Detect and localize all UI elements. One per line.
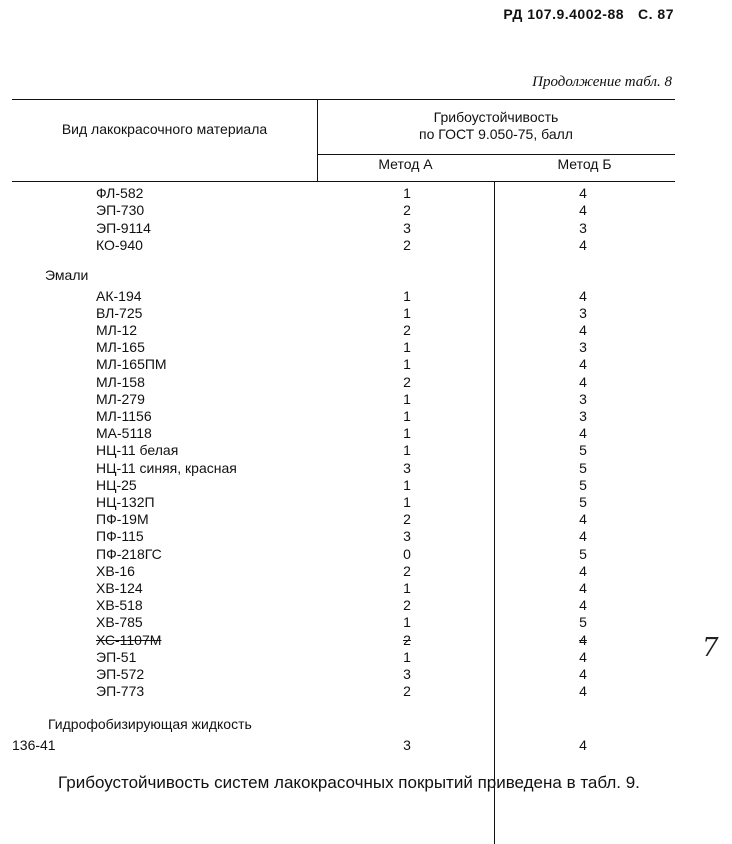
table-continuation-label: Продолжение табл. 8 xyxy=(532,74,672,90)
table-row xyxy=(12,597,675,614)
table-row xyxy=(12,580,675,597)
table-row xyxy=(12,614,675,631)
header-bottom-rule xyxy=(12,181,675,182)
table-row xyxy=(12,425,675,442)
material-name: МЛ-279 xyxy=(96,390,145,407)
method-b-value: 3 xyxy=(579,219,587,236)
material-name: АК-194 xyxy=(96,287,142,304)
method-b-value: 3 xyxy=(579,390,587,407)
method-rule xyxy=(317,154,675,155)
column-header-method-a: Метод А xyxy=(378,156,433,172)
material-name: ЭП-9114 xyxy=(96,219,151,236)
material-name: НЦ-11 синяя, красная xyxy=(96,459,237,476)
method-a-value: 3 xyxy=(403,666,411,682)
method-a-value: 1 xyxy=(403,648,411,665)
column-header-fungi-resistance xyxy=(317,109,675,143)
material-name: НЦ-132П xyxy=(96,494,155,510)
material-name: МЛ-158 xyxy=(96,373,145,390)
material-name: ЭП-730 xyxy=(96,202,145,219)
table-row xyxy=(12,220,675,237)
method-a-value: 2 xyxy=(403,683,411,700)
material-name: ХВ-124 xyxy=(96,580,143,596)
material-name: ПФ-19М xyxy=(96,511,149,528)
table-row xyxy=(12,202,675,219)
material-name: МА-5118 xyxy=(96,425,152,442)
method-b-value: 5 xyxy=(579,614,587,631)
method-a-value: 1 xyxy=(403,287,411,304)
method-b-value: 4 xyxy=(579,631,587,648)
method-a-value: 3 xyxy=(403,528,411,545)
method-a-value: 2 xyxy=(403,631,411,648)
method-a-value: 1 xyxy=(403,476,411,493)
material-name: КО-940 xyxy=(96,237,143,254)
method-a-value: 2 xyxy=(403,597,411,614)
method-b-value: 4 xyxy=(579,373,587,390)
method-a-value: 1 xyxy=(403,442,411,459)
method-a-value: 1 xyxy=(403,494,411,510)
method-a-value: 1 xyxy=(403,390,411,407)
method-a-value: 2 xyxy=(403,511,411,528)
table-row xyxy=(12,737,675,754)
method-b-value: 5 xyxy=(579,442,587,459)
method-b-value: 4 xyxy=(579,287,587,304)
column-header-material: Вид лакокрасочного материала xyxy=(61,121,268,137)
method-b-value: 5 xyxy=(579,494,587,510)
material-name: ЭП-773 xyxy=(96,683,145,700)
method-a-value: 2 xyxy=(403,373,411,390)
fungi-header-line2: по ГОСТ 9.050-75, балл xyxy=(419,126,573,142)
table-row xyxy=(12,511,675,528)
method-b-value: 4 xyxy=(579,683,587,700)
table-row xyxy=(12,460,675,477)
table-row xyxy=(12,237,675,254)
table-row xyxy=(12,408,675,425)
method-b-value: 4 xyxy=(579,322,587,338)
table-row xyxy=(12,494,675,511)
method-b-value: 4 xyxy=(579,356,587,373)
table-row xyxy=(12,683,675,700)
method-a-value: 3 xyxy=(403,219,411,236)
method-b-value: 4 xyxy=(579,648,587,665)
table-row xyxy=(12,374,675,391)
fungi-header-line1: Грибоустойчивость xyxy=(433,109,559,125)
method-b-value: 4 xyxy=(579,202,587,219)
material-name: ЭП-572 xyxy=(96,666,145,682)
method-a-value: 3 xyxy=(403,459,411,476)
material-name: ХВ-785 xyxy=(96,614,143,631)
method-b-value: 5 xyxy=(579,459,587,476)
material-name: МЛ-165ПМ xyxy=(96,356,167,373)
method-a-value: 2 xyxy=(403,562,411,579)
method-b-value: 5 xyxy=(579,476,587,493)
column-header-method-b: Метод Б xyxy=(557,156,612,172)
table-row xyxy=(12,356,675,373)
material-name: НЦ-11 белая xyxy=(96,442,179,459)
material-name: ХВ-16 xyxy=(96,562,135,579)
method-a-value: 2 xyxy=(403,322,411,338)
material-name: МЛ-12 xyxy=(96,322,138,338)
method-a-value: 2 xyxy=(403,202,411,219)
footer-paragraph: Грибоустойчивость систем лакокрасочных покрытий приведена в табл. 9. xyxy=(58,773,640,792)
table-row xyxy=(12,477,675,494)
method-a-value: 1 xyxy=(403,304,411,321)
material-name: ПФ-115 xyxy=(96,528,144,545)
method-b-value: 3 xyxy=(579,408,587,424)
table-row xyxy=(12,528,675,545)
table-row xyxy=(12,322,675,339)
method-b-value: 4 xyxy=(579,425,587,442)
table-row xyxy=(12,563,675,580)
method-b-value: 4 xyxy=(579,737,587,754)
method-b-value: 4 xyxy=(579,562,587,579)
table-row xyxy=(12,442,675,459)
material-name: ХВ-518 xyxy=(96,597,143,614)
method-b-value: 3 xyxy=(579,304,587,321)
method-b-value: 4 xyxy=(579,511,587,528)
table-row xyxy=(12,305,675,322)
handwritten-margin-mark: 7 xyxy=(702,633,719,663)
material-name: ВЛ-725 xyxy=(96,304,143,321)
table-row xyxy=(12,339,675,356)
material-name: 136-41 xyxy=(12,737,56,754)
method-b-value: 4 xyxy=(579,185,587,201)
method-a-value: 1 xyxy=(403,339,411,356)
material-name: ХС-1107М xyxy=(96,631,162,648)
method-a-value: 1 xyxy=(403,580,411,596)
page-number: С. 87 xyxy=(638,6,674,22)
method-b-value: 4 xyxy=(579,237,587,254)
group-label-liquid: Гидрофобизирующая жидкость xyxy=(48,716,252,733)
material-name: МЛ-1156 xyxy=(96,408,152,424)
table-top-rule xyxy=(12,99,675,100)
method-b-value: 5 xyxy=(579,545,587,562)
method-a-value: 1 xyxy=(403,408,411,424)
method-b-value: 4 xyxy=(579,597,587,614)
method-b-value: 4 xyxy=(579,666,587,682)
method-a-value: 2 xyxy=(403,237,411,254)
material-name: ФЛ-582 xyxy=(96,185,144,201)
table-row xyxy=(12,649,675,666)
method-b-value: 4 xyxy=(579,528,587,545)
page-header xyxy=(503,6,674,22)
method-a-value: 3 xyxy=(403,737,411,754)
material-name: НЦ-25 xyxy=(96,476,137,493)
table-row xyxy=(12,666,675,683)
table-row xyxy=(12,288,675,305)
doc-code: РД 107.9.4002-88 xyxy=(503,6,625,22)
method-a-value: 1 xyxy=(403,185,411,201)
material-name: ПФ-218ГС xyxy=(96,545,162,562)
method-a-value: 1 xyxy=(403,356,411,373)
method-b-value: 3 xyxy=(579,339,587,356)
table-row xyxy=(12,632,675,649)
table-row xyxy=(12,546,675,563)
material-name: ЭП-51 xyxy=(96,648,137,665)
method-a-value: 1 xyxy=(403,425,411,442)
material-name: МЛ-165 xyxy=(96,339,145,356)
table-row xyxy=(12,185,675,202)
method-a-value: 0 xyxy=(403,545,411,562)
table-row xyxy=(12,391,675,408)
group-label-enamels: Эмали xyxy=(45,266,89,283)
method-b-value: 4 xyxy=(579,580,587,596)
method-a-value: 1 xyxy=(403,614,411,631)
